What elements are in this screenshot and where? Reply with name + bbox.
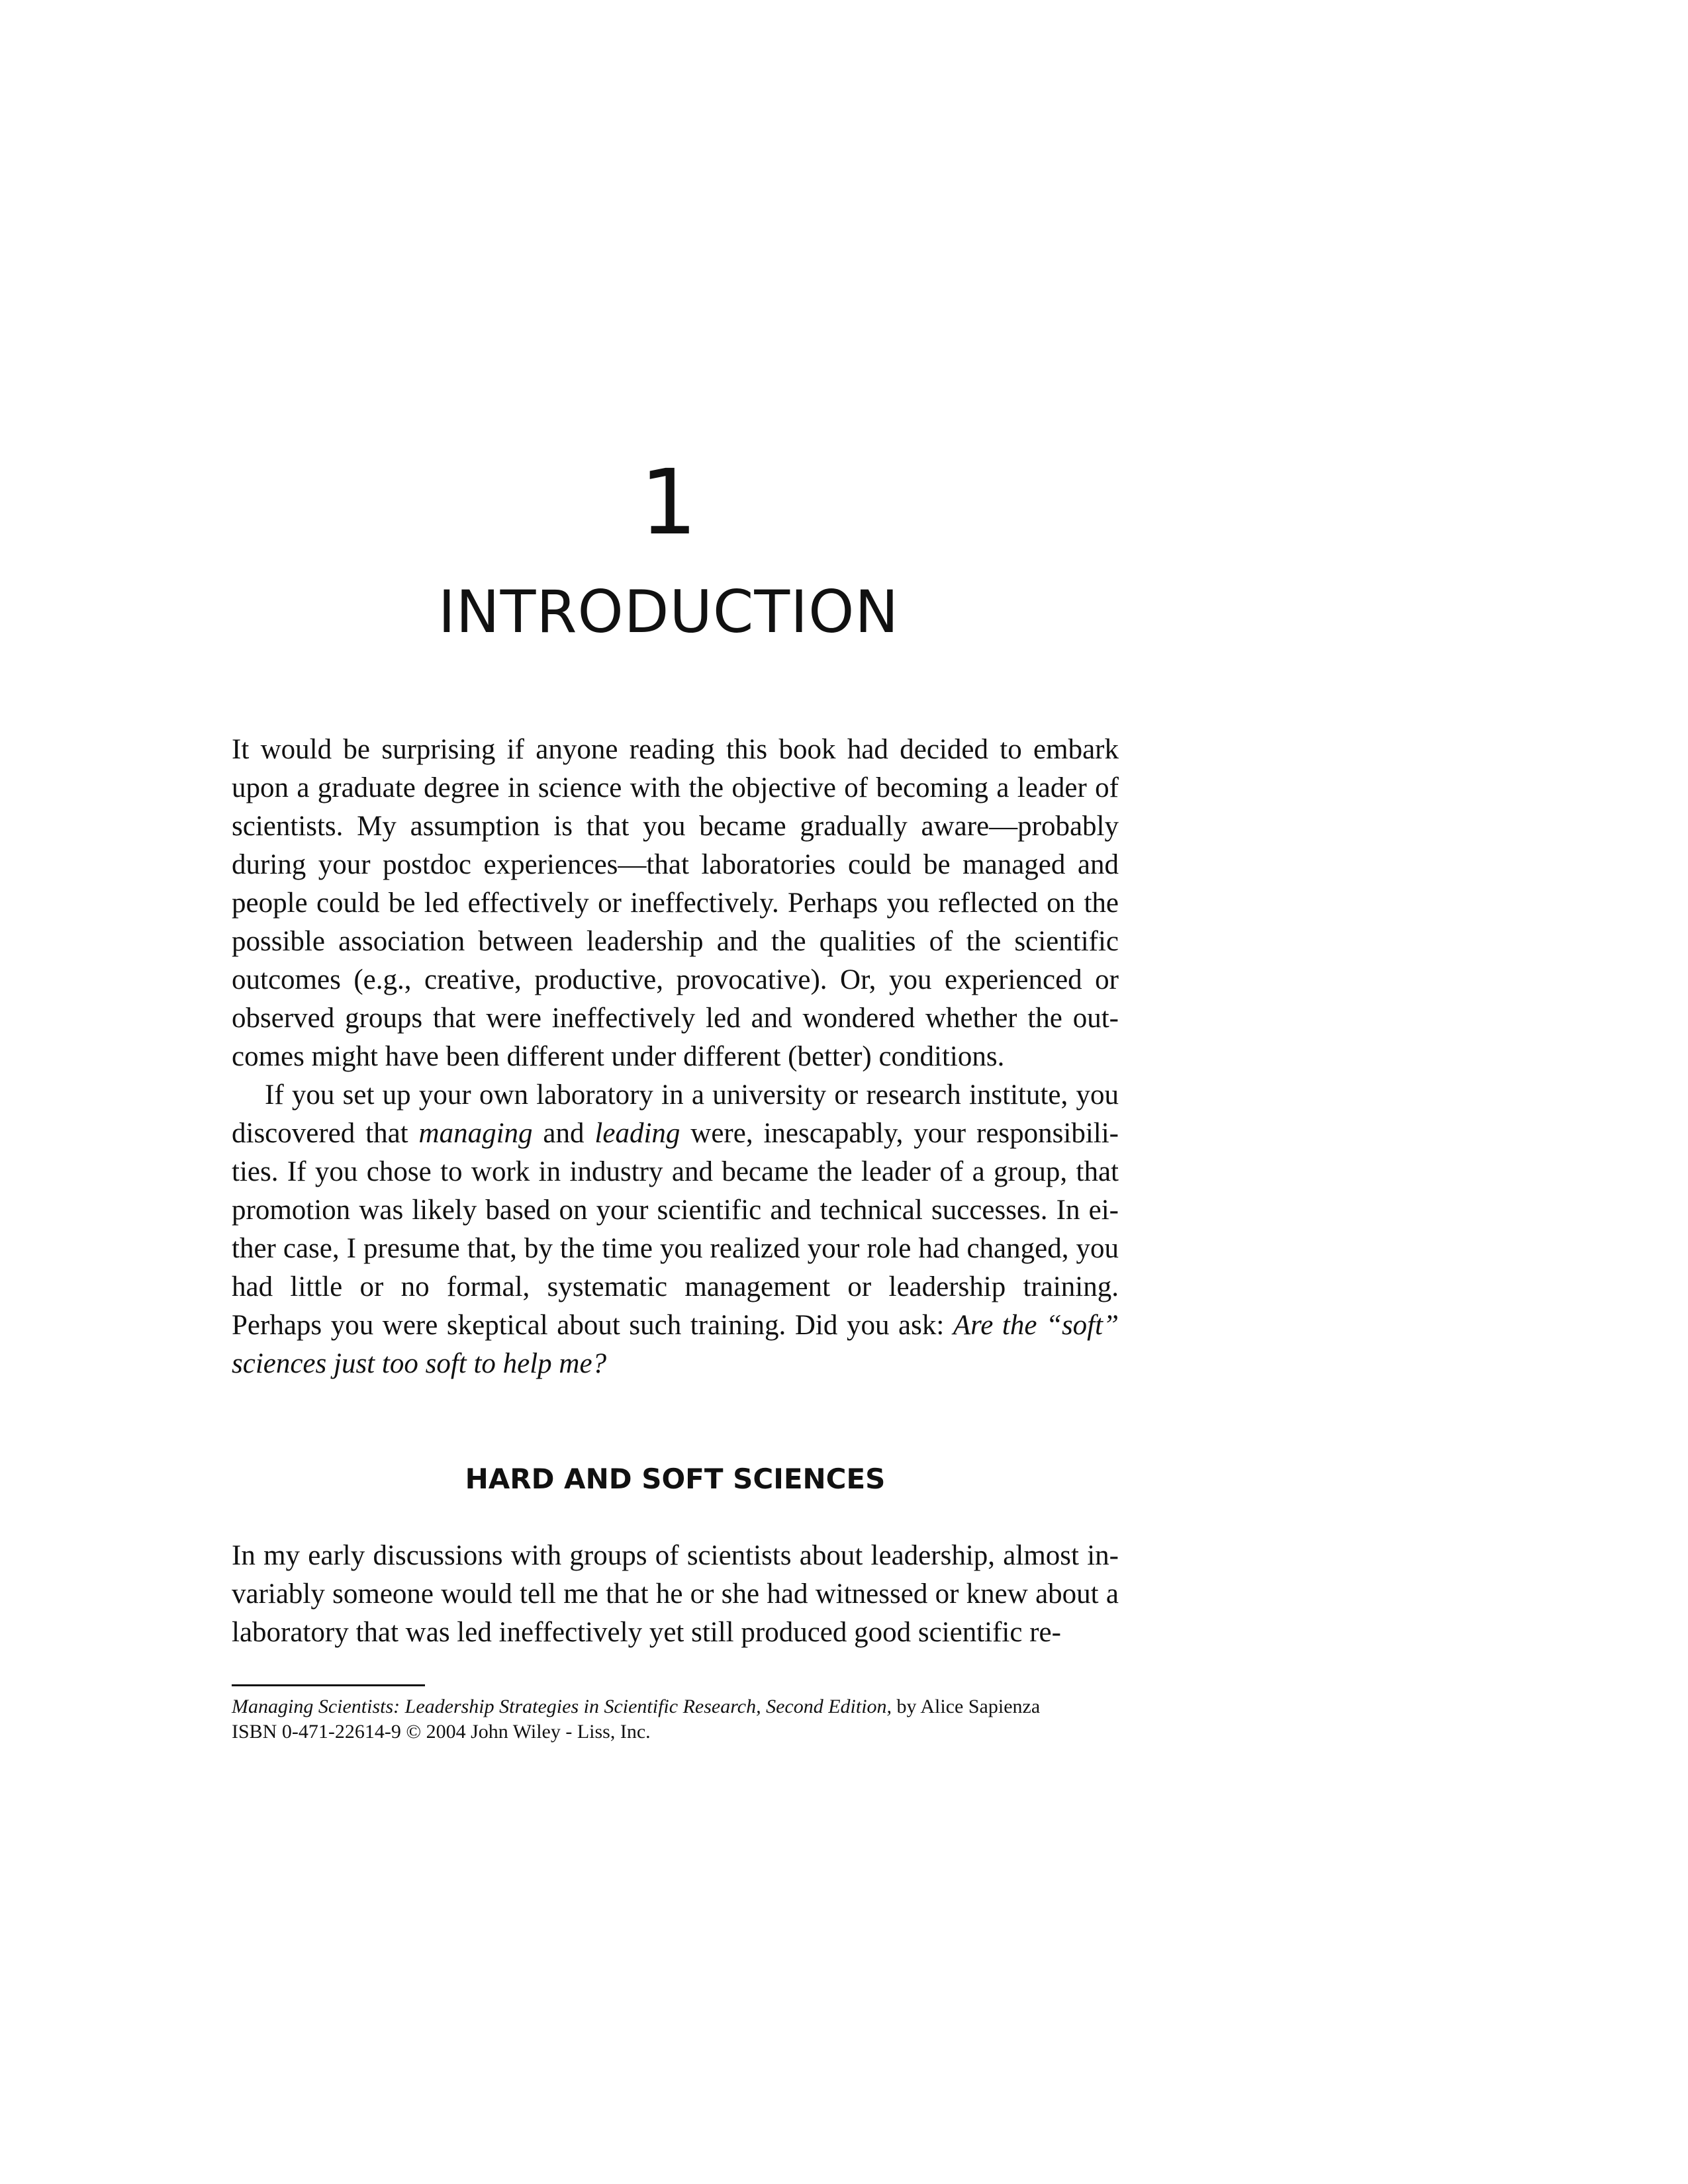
footnote [232, 1694, 1119, 1745]
footnote-citation-line [232, 1694, 1119, 1719]
emphasis-question: Are the “soft” sciences just too soft to help me? [232, 1310, 1119, 1379]
section-heading: HARD AND SOFT SCIENCES [465, 1463, 886, 1495]
paragraph-1: It would be surprising if anyone reading this book had decided to embark upon a graduate degree in science with the objective of becoming a leader of scientists. My assumption is that you became gradually aware—probably during your postdoc experiences—that laboratories could be managed and people could be led effectively or ineffectively. Perhaps you reflected on the possible association between leadership and the qualities of the scientific outcomes (e.g., creative, productive, provocative). Or, you experienced or observed groups that were ineffectively led and wondered whether the outcomes might have been different under different (better) conditions. [232, 734, 1119, 1072]
paragraph-2 [232, 1076, 1119, 1383]
paragraph-2-text-c: were, inescapably, your responsibilities. If you chose to work in industry and became the leader of a group, that promotion was likely based on your scientific and technical successes. In either case, I presume that, by the time you realized your role had changed, you had little or no formal, systematic management or leadership training. Perhaps you were skeptical about such training. Did you ask: [232, 1118, 1119, 1341]
footnote-book-title: Managing Scientists: Leadership Strategies in Scientific Research, Second Edition, [232, 1696, 892, 1717]
paragraph-3: In my early discussions with groups of scientists about leadership, almost invariably someone would tell me that he or she had witnessed or knew about a laboratory that was led ineffectively yet still produced good scientific re- [232, 1540, 1119, 1648]
paragraph-2-text-b: and [532, 1118, 595, 1149]
chapter-number: 1 [639, 451, 698, 555]
footnote-author: by Alice Sapienza [892, 1696, 1041, 1717]
footnote-divider [232, 1684, 425, 1686]
footnote-isbn: ISBN 0-471-22614-9 © 2004 John Wiley - Liss, Inc. [232, 1721, 651, 1743]
emphasis-leading: leading [594, 1118, 680, 1149]
chapter-title: INTRODUCTION [438, 578, 900, 646]
paragraph-2-text-a: If you set up your own laboratory in a university or research institute, you discovered that [232, 1079, 1119, 1149]
emphasis-managing: managing [418, 1118, 533, 1149]
